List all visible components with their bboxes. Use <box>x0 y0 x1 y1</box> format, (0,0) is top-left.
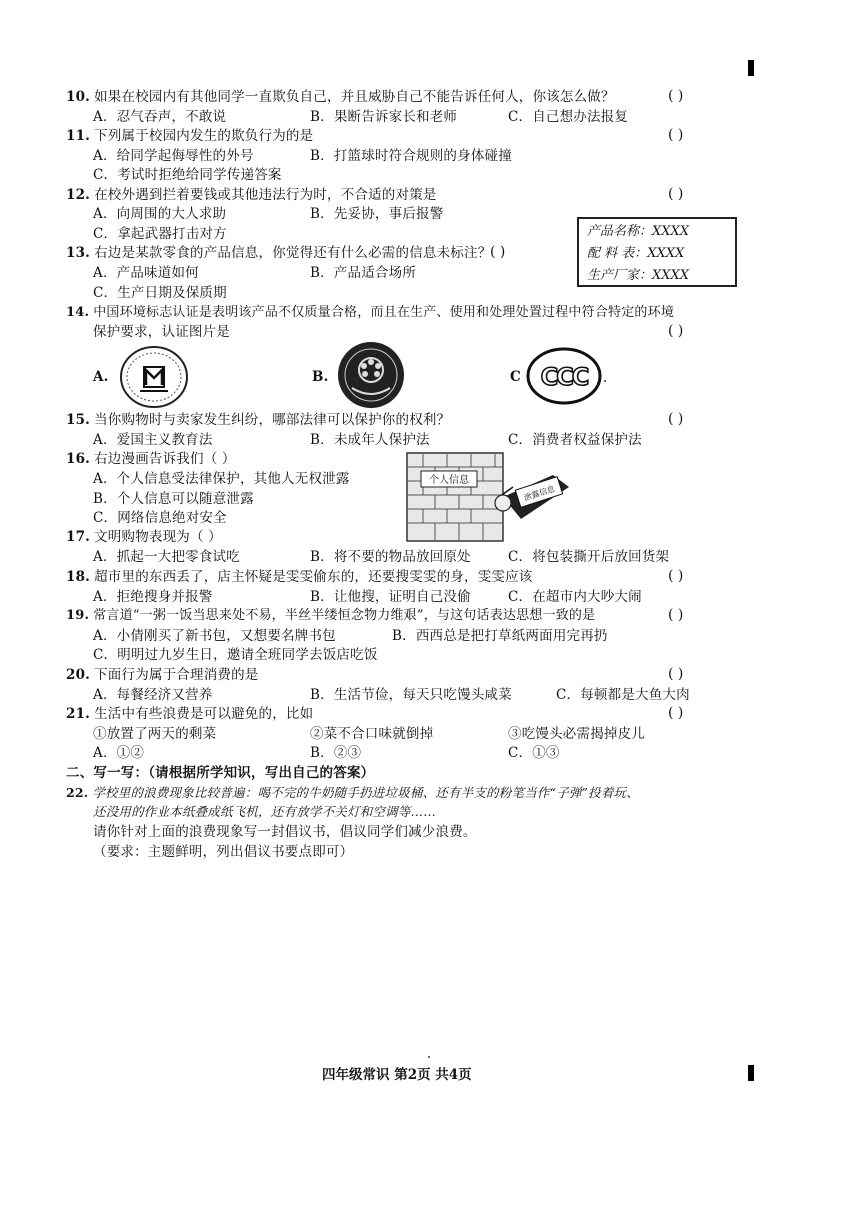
answer-paren: ( ) <box>668 88 684 104</box>
option-c: C．生产日期及保质期 <box>93 285 227 301</box>
question-17 <box>66 528 222 546</box>
question-number: 21. <box>66 706 91 722</box>
option-c: C．将包装撕开后放回货架 <box>508 549 670 565</box>
product-name-line: 产品名称：XXXX <box>587 224 690 239</box>
option-c: C．每顿都是大鱼大肉 <box>556 687 690 703</box>
option-a-label: A. <box>93 369 109 385</box>
answer-paren: ( ) <box>668 186 684 202</box>
answer-paren: ( ) <box>668 705 684 721</box>
option-a: A．每餐经济又营养 <box>93 687 213 703</box>
question-number: 17. <box>66 529 91 545</box>
option-b: B．西西总是把打草纸两面用完再扔 <box>392 628 608 644</box>
question-number: 13. <box>66 245 91 261</box>
question-number: 20. <box>66 667 91 683</box>
manufacturer-line: 生产厂家：XXXX <box>587 268 690 283</box>
option-b: B．未成年人保护法 <box>310 432 430 448</box>
option-c-label: C <box>510 369 521 385</box>
dot <box>604 380 606 382</box>
option-a: A．爱国主义教育法 <box>93 432 213 448</box>
question-number: 11. <box>66 128 91 144</box>
question-number: 15. <box>66 412 91 428</box>
question-text: 文明购物表现为（ ） <box>94 529 222 545</box>
option-a: A．个人信息受法律保护，其他人无权泄露 <box>93 471 350 487</box>
answer-paren: ( ) <box>668 411 684 427</box>
option-a: A．小倩刚买了新书包，又想要名牌书包 <box>93 628 336 644</box>
card-text: 泄露信息 <box>522 484 557 503</box>
ccc-logo-text: CCC <box>540 363 588 391</box>
option-a: A．①② <box>93 745 145 761</box>
question-14-continued: 保护要求，认证图片是 <box>93 324 230 340</box>
answer-paren: ( ) <box>668 127 684 143</box>
option-c: C．在超市内大吵大闹 <box>508 589 642 605</box>
option-b: B．②③ <box>310 745 362 761</box>
option-b: B．让他搜，证明自己没偷 <box>310 589 471 605</box>
privacy-cartoon-illustration <box>403 447 573 545</box>
answer-paren: ( ) <box>668 666 684 682</box>
question-text: 中国环境标志认证是表明该产品不仅质量合格，而且在生产、使用和处理处置过程中符合特定的环境 <box>93 305 675 320</box>
option-c: C．消费者权益保护法 <box>508 432 642 448</box>
question-text: 下列属于校园内发生的欺负行为的是 <box>94 128 314 144</box>
question-text: 当你购物时与卖家发生纠纷，哪部法律可以保护你的权利？ <box>94 412 451 428</box>
environmental-label-logo-icon <box>336 340 406 410</box>
question-number: 22. <box>66 785 89 800</box>
question-14 <box>66 304 674 322</box>
question-text: 常言道“一粥一饭当思来处不易，半丝半缕恒念物力维艰”，与这句话表达思想一致的是 <box>93 608 596 623</box>
question-text: 生活中有些浪费是可以避免的，比如 <box>94 706 314 722</box>
ccc-certification-logo-icon <box>524 346 604 406</box>
question-number: 12. <box>66 187 91 203</box>
option-b: B．先妥协，事后报警 <box>310 206 444 222</box>
question-20 <box>66 666 259 684</box>
question-number: 18. <box>66 569 91 585</box>
question-16 <box>66 450 236 468</box>
option-a: A．向周围的大人求助 <box>93 206 227 222</box>
wall-sign-text: 个人信息 <box>429 475 469 486</box>
question-22-continued: 还没用的作业本纸叠成纸飞机，还有放学不关灯和空调等…… <box>93 804 436 819</box>
option-a: A．抓起一大把零食试吃 <box>93 549 240 565</box>
question-22-requirement: （要求：主题鲜明，列出倡议书要点即可） <box>93 844 354 860</box>
option-b: B．个人信息可以随意泄露 <box>93 491 254 507</box>
question-number: 14. <box>66 305 90 320</box>
statement-3: ③吃馒头必需揭掉皮儿 <box>508 726 645 742</box>
question-22-instruction: 请你针对上面的浪费现象写一封倡议书，倡议同学们减少浪费。 <box>93 824 477 840</box>
question-13 <box>66 244 491 262</box>
option-c: C．①③ <box>508 745 560 761</box>
question-21 <box>66 705 313 723</box>
answer-paren: ( ) <box>668 568 684 584</box>
option-a: A．拒绝搜身并报警 <box>93 589 213 605</box>
question-12 <box>66 186 437 204</box>
question-number: 19. <box>66 608 90 623</box>
option-b: B．果断告诉家长和老师 <box>310 109 458 125</box>
question-text: 如果在校园内有其他同学一直欺负自己，并且威胁自己不能告诉任何人，你该怎么做？ <box>94 89 615 105</box>
question-text: 右边漫画告诉我们（ ） <box>94 451 236 467</box>
option-b: B．打篮球时符合规则的身体碰撞 <box>310 148 512 164</box>
option-a: A．忍气吞声，不敢说 <box>93 109 227 125</box>
answer-paren: ( ) <box>490 244 506 260</box>
option-a: A．产品味道如何 <box>93 265 199 281</box>
dot <box>428 1056 430 1058</box>
registration-mark-bottom <box>748 1065 754 1081</box>
question-18 <box>66 568 533 586</box>
question-text: 右边是某款零食的产品信息，你觉得还有什么必需的信息未标注？ <box>94 245 492 261</box>
option-b-label: B. <box>312 369 329 385</box>
question-text: 超市里的东西丢了，店主怀疑是雯雯偷东的，还要搜雯雯的身，雯雯应该 <box>94 569 533 585</box>
question-number: 10. <box>66 89 91 105</box>
option-c: C．明明过九岁生日，邀请全班同学去饭店吃饭 <box>93 647 378 663</box>
option-b: B．将不要的物品放回原处 <box>310 549 471 565</box>
product-info-box <box>577 217 737 287</box>
option-c: C．考试时拒绝给同学传递答案 <box>93 167 282 183</box>
section-2-heading: 二、写一写：（请根据所学知识，写出自己的答案） <box>66 765 375 781</box>
option-a: A．给同学起侮辱性的外号 <box>93 148 254 164</box>
question-11 <box>66 127 313 145</box>
question-22 <box>66 784 639 802</box>
statement-2: ②菜不合口味就倒掉 <box>310 726 434 742</box>
option-b: B．生活节俭，每天只吃馒头咸菜 <box>310 687 512 703</box>
question-text: 学校里的浪费现象比较普遍：喝不完的牛奶随手扔进垃圾桶、还有半支的粉笔当作“子弹”投着玩、 <box>92 785 639 800</box>
question-number: 16. <box>66 451 91 467</box>
question-text: 在校外遇到拦着要钱或其他违法行为时，不合适的对策是 <box>94 187 437 203</box>
answer-paren: ( ) <box>668 323 684 339</box>
question-15 <box>66 411 450 429</box>
statement-1: ①放置了两天的剩菜 <box>93 726 217 742</box>
page-footer: 四年级常识 第2页 共4页 <box>322 1067 472 1083</box>
question-19 <box>66 607 595 625</box>
ingredients-line: 配 料 表：XXXX <box>587 246 685 261</box>
registration-mark-top <box>748 60 754 76</box>
option-c: C．自己想办法报复 <box>508 109 629 125</box>
option-c: C．网络信息绝对安全 <box>93 510 227 526</box>
question-text: 下面行为属于合理消费的是 <box>94 667 259 683</box>
question-10 <box>66 88 615 106</box>
answer-paren: ( ) <box>668 607 684 623</box>
china-green-food-logo-icon <box>118 345 190 409</box>
option-b: B．产品适合场所 <box>310 265 417 281</box>
option-c: C．拿起武器打击对方 <box>93 226 227 242</box>
